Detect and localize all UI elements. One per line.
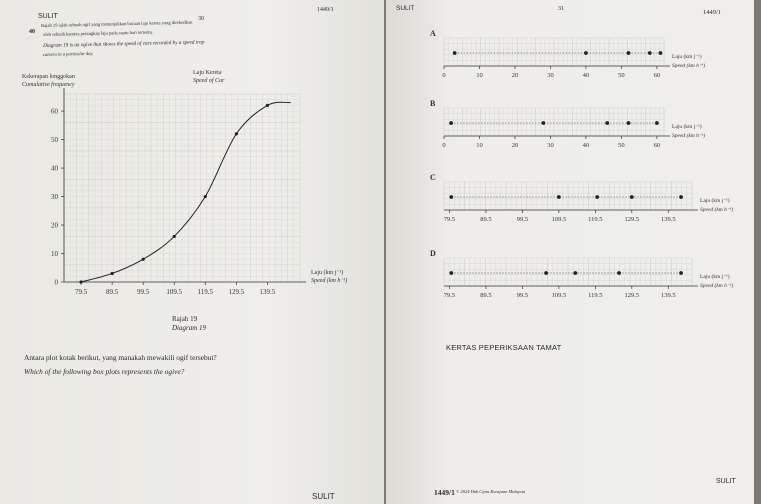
boxplot-point [630,195,634,199]
boxplot-point [541,121,545,125]
ogive-point [235,132,238,135]
ogive-point [266,104,269,107]
boxplot-tick-label: 99.5 [516,216,529,223]
boxplot-option-d [430,249,733,299]
boxplot-point [449,271,453,275]
boxplot-tick-label: 40 [582,72,590,79]
paper-code-right: 1449/1 [703,9,722,16]
boxplot-letter: D [430,249,436,258]
ogive-top-label-english: Speed of Car [193,78,225,84]
boxplot-option-a [430,29,705,79]
boxplot-tick-label: 99.5 [516,292,529,299]
diagram-caption-malay: Rajah 19 [172,315,198,323]
y-tick-label: 20 [51,221,58,230]
boxplot-tick-label: 119.5 [588,216,603,223]
boxplot-tick-label: 89.5 [480,292,492,299]
boxplot-tick-label: 10 [476,142,483,149]
ogive-xlabel-malay: Laju (km j⁻¹) [311,270,344,276]
boxplot-axis-label-malay: Laju (km j⁻¹) [672,54,702,60]
page-number-right: 31 [558,6,564,12]
boxplot-tick-label: 60 [653,72,661,79]
x-tick-label: 119.5 [197,288,214,296]
boxplot-tick-label: 89.5 [480,216,492,223]
boxplot-tick-label: 30 [547,142,554,149]
boxplot-axis-label-english: Speed (km h⁻¹) [672,63,706,69]
boxplot-point [584,51,588,55]
boxplot-tick-label: 129.5 [624,292,640,299]
boxplot-point [659,51,663,55]
boxplot-axis-label-malay: Laju (km j⁻¹) [700,198,730,204]
question-malay-line1: Rajah 19 ialah sebuah ogif yang menunjukkan bacaan laju kereta yang direkodkan [40,19,193,28]
ogive-top-label-malay: Laju Kereta [193,70,222,76]
question-english-line1: Diagram 19 is an ogive that shows the speed of cars recorded by a speed trap [42,39,205,49]
x-tick-label: 129.5 [228,288,245,296]
boxplot-tick-label: 0 [442,72,446,79]
boxplot-point [453,51,457,55]
header-code-right: SULIT [396,5,415,12]
boxplot-point [449,195,453,199]
boxplot-tick-label: 109.5 [551,292,567,299]
y-tick-label: 60 [51,107,58,116]
boxplot-point [544,271,548,275]
question-number: 40 [29,29,35,35]
boxplot-tick-label: 30 [547,72,554,79]
boxplot-point [655,121,659,125]
boxplot-tick-label: 40 [582,142,590,149]
boxplot-tick-label: 0 [442,142,446,149]
footer-sulit-right: SULIT [716,478,736,485]
boxplot-tick-label: 139.5 [660,216,676,223]
boxplot-option-b [430,99,705,149]
boxplot-tick-label: 60 [653,142,661,149]
exam-end-notice: KERTAS PEPERIKSAAN TAMAT [446,343,562,352]
ogive-grid [64,88,306,282]
ogive-line [81,102,291,282]
boxplot-letter: A [430,29,436,38]
ogive-point [173,235,176,238]
ogive-point [111,272,114,275]
prompt-malay: Antara plot kotak berikut, yang manakah mewakili ogif tersebut? [24,353,217,362]
diagram-caption-english: Diagram 19 [172,324,207,332]
prompt-english: Which of the following box plots represents the ogive? [24,367,185,376]
boxplot-tick-label: 129.5 [624,216,640,223]
boxplot-point [617,271,621,275]
ogive-point [79,280,82,283]
boxplot-tick-label: 139.5 [660,292,676,299]
boxplot-axis-label-english: Speed (km h⁻¹) [672,133,706,139]
boxplot-tick-label: 109.5 [551,216,567,223]
y-tick-label: 40 [51,164,58,173]
boxplot-tick-label: 20 [511,72,519,79]
boxplot-point [573,271,577,275]
boxplot-letter: C [430,173,436,182]
paper-code: 1449/1 [317,7,334,13]
boxplot-axis-label-english: Speed (km h⁻¹) [700,207,734,213]
boxplot-axis-label-english: Speed (km h⁻¹) [700,283,734,289]
x-tick-label: 139.5 [259,288,276,296]
ogive-point [142,258,145,261]
footer-code-left: SULIT [312,492,335,501]
question-english-line2: camera in a particular day. [42,50,94,57]
y-tick-label: 0 [54,278,58,287]
boxplot-point [595,195,599,199]
boxplot-tick-label: 79.5 [443,292,456,299]
copyright-notice: © 2024 Hak Cipta Kerajaan Malaysia [456,489,526,494]
boxplot-tick-label: 20 [511,142,519,149]
boxplot-axis-label-malay: Laju (km j⁻¹) [672,124,702,130]
x-tick-label: 99.5 [137,288,150,296]
ogive-point [204,195,207,198]
boxplot-point [449,121,453,125]
boxplot-point [557,195,561,199]
ogive-xlabel-english: Speed (km h⁻¹) [311,278,348,284]
ogive-ylabel-english: Cumulative frequency [22,82,75,88]
footer-code-right: 1449/1 [434,488,455,497]
x-tick-label: 79.5 [74,288,88,296]
header-code: SULIT [38,13,58,20]
boxplot-point [605,121,609,125]
boxplot-point [627,51,631,55]
right-page [386,0,754,504]
boxplot-point [648,51,652,55]
question-malay-line2: oleh sebuah kamera perangkap laju pada suatu hari tertentu. [42,29,154,37]
x-tick-label: 109.5 [166,288,183,296]
boxplot-tick-label: 79.5 [443,216,456,223]
y-tick-label: 30 [51,193,58,202]
ogive-ylabel-malay: Kekerapan longgokan [22,74,75,80]
page-number: 30 [198,16,204,22]
ogive-curve [79,102,290,283]
boxplot-axis-label-malay: Laju (km j⁻¹) [700,274,730,280]
boxplot-options [386,0,754,320]
boxplot-tick-label: 50 [618,142,625,149]
boxplot-tick-label: 119.5 [588,292,603,299]
boxplot-tick-label: 50 [618,72,625,79]
boxplot-option-c [430,173,733,223]
y-tick-label: 10 [51,250,58,259]
boxplot-point [679,271,683,275]
boxplot-point [679,195,683,199]
y-tick-label: 50 [51,136,58,145]
ogive-chart [0,64,384,294]
x-tick-label: 89.5 [106,288,119,296]
boxplot-letter: B [430,99,436,108]
boxplot-point [627,121,631,125]
boxplot-tick-label: 10 [476,72,483,79]
